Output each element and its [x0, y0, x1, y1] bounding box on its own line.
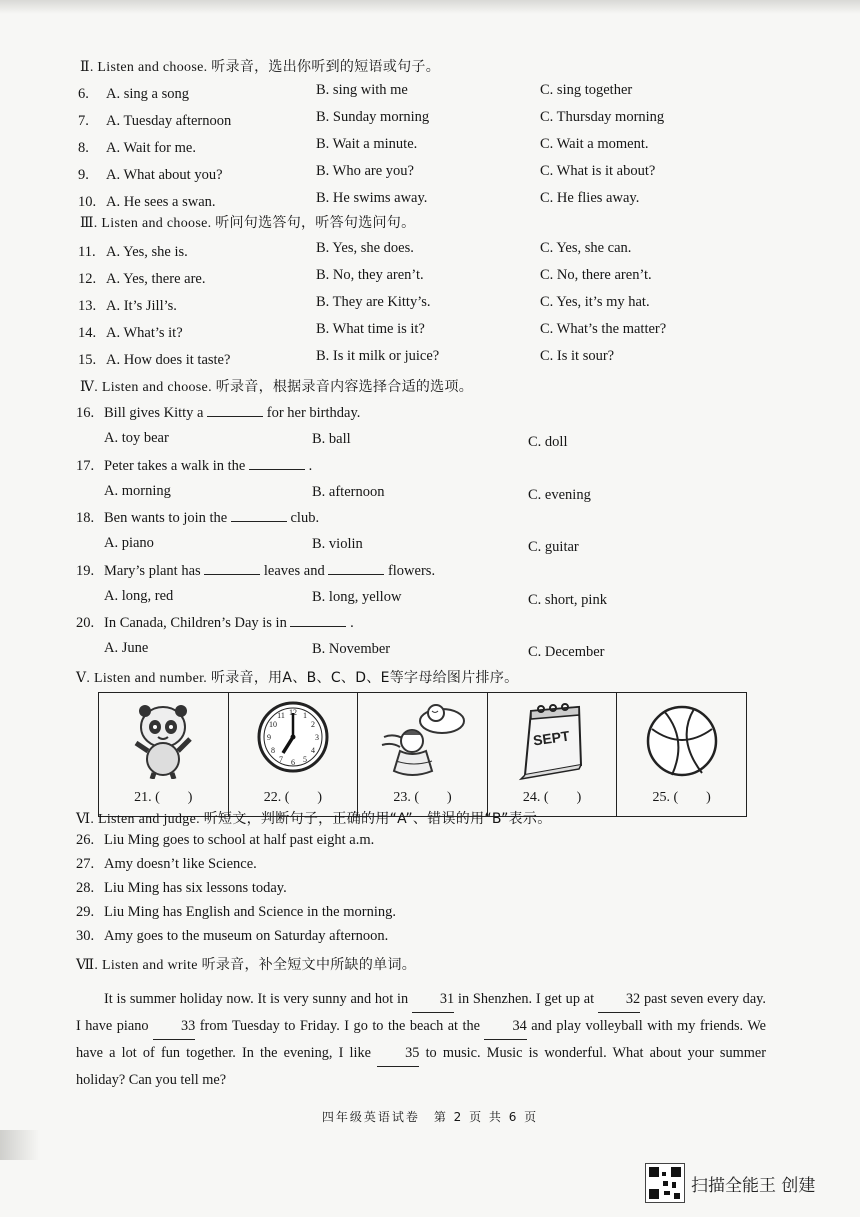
- statement-row: [76, 880, 287, 897]
- option-c[interactable]: C. evening: [528, 486, 591, 503]
- question-number: 11.: [78, 244, 96, 260]
- section-6-heading: [76, 808, 552, 828]
- statement-row: [76, 928, 388, 945]
- question-row: [78, 194, 106, 211]
- option-a[interactable]: A. How does it taste?: [106, 352, 231, 368]
- option-a[interactable]: A. sing a song: [106, 86, 189, 102]
- answer-blank[interactable]: [204, 562, 260, 575]
- option-b[interactable]: B. ball: [312, 431, 351, 447]
- option-c[interactable]: C. Is it sour?: [540, 348, 615, 364]
- picture-cell: [358, 693, 488, 816]
- ball-icon: [642, 699, 722, 779]
- option-a[interactable]: A. Yes, there are.: [106, 271, 206, 287]
- question-number: 17.: [76, 457, 95, 474]
- question-number: 7.: [78, 113, 89, 129]
- option-a[interactable]: A. morning: [104, 482, 171, 499]
- section-title: Ⅱ. Listen and choose.: [80, 60, 208, 75]
- cloze-passage: [76, 986, 766, 1093]
- answer-blank[interactable]: [290, 614, 346, 627]
- question-row: [76, 614, 354, 632]
- question-number: 19.: [76, 562, 95, 579]
- passage-text: to music. Music is wonderful. What about your summer holiday? Can you tell me?: [76, 1045, 766, 1088]
- statement-number: 26.: [76, 832, 95, 848]
- option-b[interactable]: B. long, yellow: [312, 588, 402, 605]
- svg-text:2: 2: [310, 720, 315, 729]
- section-4-heading: [80, 376, 473, 396]
- option-c[interactable]: C. What is it about?: [540, 163, 656, 179]
- option-b[interactable]: B. They are Kitty’s.: [316, 294, 431, 310]
- section-instruction: 听录音，补全短文中所缺的单词。: [201, 957, 417, 973]
- question-row: [78, 167, 106, 184]
- question-number: 14.: [78, 325, 97, 341]
- question-stem: Peter takes a walk in the: [104, 457, 246, 474]
- question-number: 10.: [78, 194, 97, 210]
- answer-slot-22[interactable]: 22. ( ): [263, 790, 323, 805]
- question-stem: .: [350, 615, 354, 631]
- svg-text:7: 7: [278, 755, 283, 764]
- statement-number: 30.: [76, 928, 95, 944]
- statement-number: 28.: [76, 880, 95, 896]
- svg-text:12: 12: [288, 708, 297, 717]
- svg-text:1: 1: [302, 711, 307, 720]
- option-a[interactable]: A. piano: [104, 535, 154, 551]
- section-instruction: 听短文，判断句子，正确的用“A”、错误的用“B”表示。: [203, 811, 552, 827]
- option-c[interactable]: C. Thursday morning: [540, 109, 665, 125]
- question-stem: flowers.: [387, 562, 436, 579]
- statement-row: [76, 832, 374, 849]
- option-c[interactable]: C. guitar: [528, 539, 579, 555]
- svg-text:5: 5: [302, 755, 307, 764]
- question-row: [76, 404, 360, 422]
- svg-text:11: 11: [277, 711, 285, 720]
- option-b[interactable]: B. Is it milk or juice?: [316, 348, 440, 364]
- answer-blank[interactable]: [328, 562, 384, 575]
- question-stem: Mary’s plant has: [104, 562, 201, 579]
- svg-text:9: 9: [266, 733, 271, 742]
- answer-blank[interactable]: [249, 457, 305, 470]
- answer-blank[interactable]: [231, 509, 287, 522]
- question-row: [76, 562, 435, 580]
- calendar-label: SEPT: [532, 727, 571, 749]
- qr-code-icon: [645, 1163, 685, 1203]
- option-c[interactable]: C. doll: [528, 434, 568, 450]
- question-row: [78, 298, 106, 315]
- question-row: [78, 325, 106, 342]
- section-2-heading: [80, 56, 440, 76]
- answer-blank[interactable]: [207, 404, 263, 417]
- panda-mascot-icon: [128, 699, 198, 779]
- picture-cell: [488, 693, 618, 816]
- passage-text: from Tuesday to Friday. I go to the beach at the: [199, 1018, 480, 1034]
- statement-row: [76, 856, 257, 873]
- passage-text: It is summer holiday now. It is very sunny and hot in: [104, 991, 409, 1007]
- option-b[interactable]: B. Sunday morning: [316, 109, 430, 125]
- question-number: 18.: [76, 510, 95, 526]
- option-a[interactable]: A. toy bear: [104, 430, 169, 446]
- weather-cold-icon: [372, 699, 472, 779]
- svg-text:4: 4: [310, 746, 315, 755]
- option-b[interactable]: B. Who are you?: [316, 163, 414, 179]
- question-number: 8.: [78, 140, 89, 156]
- option-b[interactable]: B. He swims away.: [316, 190, 428, 206]
- section-instruction: 听录音，选出你听到的短语或句子。: [211, 59, 441, 75]
- option-c[interactable]: C. He flies away.: [540, 190, 640, 206]
- option-a[interactable]: A. What’s it?: [106, 325, 183, 341]
- question-number: 13.: [78, 298, 97, 314]
- passage-text: and play volleyball with my friends. We have a lot of fun together. In the evening, I like: [76, 1018, 767, 1061]
- question-stem: Bill gives Kitty a: [104, 405, 204, 421]
- section-title: Ⅵ. Listen and judge.: [76, 812, 200, 827]
- statement-number: 29.: [76, 904, 95, 920]
- option-c[interactable]: C. What’s the matter?: [540, 321, 667, 337]
- question-number: 15.: [78, 352, 97, 368]
- option-b[interactable]: B. No, they aren’t.: [316, 267, 424, 283]
- section-instruction: 听录音，用A、B、C、D、E等字母给图片排序。: [210, 670, 519, 686]
- calendar-sept-icon: [517, 699, 587, 781]
- picture-cell: [229, 693, 359, 816]
- section-title: Ⅶ. Listen and write: [76, 958, 198, 973]
- svg-text:8: 8: [270, 746, 275, 755]
- question-stem: In Canada, Children’s Day is in: [104, 615, 287, 631]
- option-c[interactable]: C. Wait a moment.: [540, 136, 649, 152]
- question-row: [76, 457, 312, 475]
- option-c[interactable]: C. December: [528, 644, 605, 660]
- question-row: [78, 271, 106, 288]
- blank-32[interactable]: 32: [598, 986, 640, 1013]
- section-title: Ⅳ. Listen and choose.: [80, 380, 212, 395]
- option-c[interactable]: C. short, pink: [528, 591, 607, 608]
- option-b[interactable]: B. afternoon: [312, 483, 385, 500]
- blank-33[interactable]: 33: [153, 1013, 195, 1040]
- svg-text:10: 10: [268, 720, 277, 729]
- blank-34[interactable]: 34: [484, 1013, 526, 1040]
- page-footer: 四年级英语试卷 第 2 页 共 6 页: [321, 1110, 539, 1124]
- answer-slot-25[interactable]: 25. ( ): [652, 790, 711, 805]
- section-title: Ⅴ. Listen and number.: [76, 671, 208, 686]
- option-a[interactable]: A. long, red: [104, 587, 174, 604]
- option-a[interactable]: A. It’s Jill’s.: [106, 298, 177, 314]
- option-a[interactable]: A. June: [104, 640, 149, 656]
- statement-number: 27.: [76, 856, 95, 872]
- svg-text:3: 3: [314, 733, 319, 742]
- question-row: [78, 244, 106, 261]
- option-c[interactable]: C. No, there aren’t.: [540, 267, 652, 283]
- question-stem: .: [308, 457, 313, 474]
- option-b[interactable]: B. sing with me: [316, 82, 408, 98]
- statement-text: Liu Ming goes to school at half past eight a.m.: [104, 832, 375, 848]
- statement-text: Liu Ming has English and Science in the morning.: [104, 904, 396, 920]
- section-7-heading: [76, 954, 416, 974]
- option-b[interactable]: B. violin: [312, 536, 363, 552]
- question-row: [78, 113, 106, 130]
- option-a[interactable]: A. Wait for me.: [106, 140, 196, 156]
- picture-cell: [99, 693, 229, 816]
- scan-shadow-left: [0, 1130, 40, 1160]
- answer-slot-21[interactable]: 21. ( ): [134, 790, 193, 805]
- picture-cell: [617, 693, 746, 816]
- option-a[interactable]: A. Yes, she is.: [106, 244, 188, 260]
- question-row: [76, 509, 319, 527]
- blank-35[interactable]: 35: [377, 1040, 419, 1067]
- section-title: Ⅲ. Listen and choose.: [80, 216, 212, 231]
- question-number: 16.: [76, 405, 95, 421]
- answer-slot-24[interactable]: 24. ( ): [522, 790, 582, 805]
- blank-31[interactable]: 31: [412, 986, 454, 1013]
- option-c[interactable]: C. Yes, it’s my hat.: [540, 294, 650, 310]
- question-stem: leaves and: [263, 562, 325, 579]
- picture-table: [98, 692, 747, 817]
- question-number: 9.: [78, 167, 89, 183]
- option-a[interactable]: A. Tuesday afternoon: [106, 113, 232, 129]
- clock-icon: [255, 699, 331, 775]
- option-c[interactable]: C. Yes, she can.: [540, 240, 632, 256]
- question-row: [78, 140, 106, 157]
- scan-shadow: [0, 0, 860, 14]
- statement-text: Amy doesn’t like Science.: [104, 856, 257, 872]
- statement-row: [76, 904, 396, 921]
- option-c[interactable]: C. sing together: [540, 82, 633, 98]
- option-b[interactable]: B. November: [312, 641, 391, 657]
- brand-label: 扫描全能王 创建: [691, 1175, 816, 1196]
- scanner-watermark: [645, 1163, 815, 1203]
- option-b[interactable]: B. What time is it?: [316, 321, 425, 337]
- section-instruction: 听录音，根据录音内容选择合适的选项。: [215, 379, 474, 395]
- passage-text: in Shenzhen. I get up at: [457, 991, 595, 1007]
- svg-text:6: 6: [290, 758, 295, 767]
- section-5-heading: [76, 667, 518, 687]
- question-row: [78, 352, 106, 369]
- question-stem: Ben wants to join the: [104, 510, 228, 526]
- question-stem: club.: [290, 510, 320, 526]
- statement-text: Amy goes to the museum on Saturday afternoon.: [104, 928, 389, 944]
- question-number: 6.: [78, 86, 89, 102]
- answer-slot-23[interactable]: 23. ( ): [393, 790, 452, 805]
- question-row: [78, 86, 106, 103]
- statement-text: Liu Ming has six lessons today.: [104, 880, 287, 896]
- option-b[interactable]: B. Yes, she does.: [316, 240, 414, 256]
- question-stem: for her birthday.: [266, 405, 361, 421]
- option-a[interactable]: A. He sees a swan.: [106, 194, 216, 210]
- question-number: 20.: [76, 615, 95, 631]
- question-number: 12.: [78, 271, 97, 287]
- section-3-heading: [80, 212, 415, 232]
- passage-text: past seven every day. I have piano: [76, 991, 766, 1034]
- section-instruction: 听问句选答句，听答句选问句。: [215, 215, 416, 231]
- option-a[interactable]: A. What about you?: [106, 167, 223, 183]
- option-b[interactable]: B. Wait a minute.: [316, 136, 418, 152]
